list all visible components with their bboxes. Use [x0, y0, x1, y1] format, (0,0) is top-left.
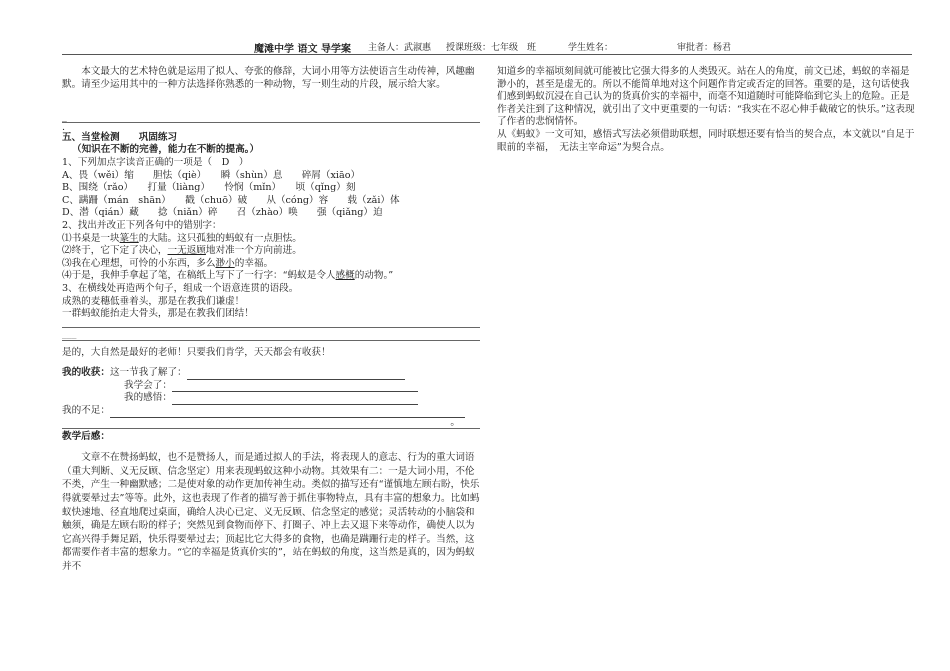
gain-q1: 这一节我了解了：: [109, 367, 187, 379]
section5-subtitle: （知识在不断的完善，能力在不断的提高。）: [72, 144, 260, 156]
header-reviewer: 审批者：杨君: [677, 43, 732, 53]
header-student: 学生姓名：: [568, 43, 614, 53]
gain-line-1: [187, 369, 405, 380]
blank-mark-2: .: [62, 121, 66, 133]
reflection-paragraph: 文章不在赞扬蚂蚁，也不是赞扬人，而是通过拟人的手法，将表现人的意志、行为的重大词语（重大判断、义无反顾、信念坚定）用来表现蚂蚁这种小动物。其效果有二：一是大词小用，不伦不类，产生一种幽默感；二是使对象的动作更加传神生动。类似的描写还有“谨慎地左顾右盼，快乐得就要晕过去”等等。此外，这也表现了作者的描写善于抓住事物特点，具有丰富的想象力。比如蚂蚁快速地、径直地爬过桌面，确给人决心已定、义无反顾、信念坚定的感觉；灵活转动的小脑袋和触须，确是左顾右盼的样子；突然见到食物而停下、打圈子、冲上去又退下来等动作，确使人以为它高兴得手舞足蹈，快乐得要晕过去；顶起比它大得多的食物，也确是蹒跚行走的样子。当然，这都需要作者丰富的想象力。“它的幸福是货真价实的”，站在蚂蚁的角度，这当然是真的，因为蚂蚁并不: [62, 452, 480, 572]
left-column: [62, 66, 480, 574]
gain-label: 我的收获: [62, 367, 101, 379]
question-1: 1、下列加点字读音正确的一项是（ D ）: [62, 156, 249, 168]
motto: 是的，大自然是最好的老师！只要我们肯学，天天都会有收获！: [62, 346, 331, 358]
gain-line-2: [172, 381, 418, 392]
end-mark: 。: [450, 416, 460, 428]
blank-mark-1: _: [62, 111, 67, 123]
question-1-option-a: A、畏（wěi）缩 胆怯（qiè） 瞬（shùn）息 碎屑（xiāo）: [62, 169, 361, 181]
gain-q2: 我学会了：: [124, 379, 172, 391]
shortfall-line: [110, 407, 465, 418]
header-title: 魔滩中学 语文 导学案: [254, 44, 351, 55]
header-preparer: 主备人：武淑惠: [368, 43, 432, 53]
right-paragraph-1: 知道乡的幸福顷刻间就可能被比它强大得多的人类毁灭。站在人的角度，前文已述，蚂蚁的幸福是渺小的，甚至是虚无的。所以不能简单地对这个问题作肯定或否定的回答。重要的是，这句话使我们感到蚂蚁沉浸在自己认为的货真价实的幸福中，而毫不知道随时可能降临到它头上的危险。正是作者关注到了这种情况，就引出了文中更重要的一句话：“我实在不忍心伸手截破它的快乐。”这表现了作者的悲悯情怀。: [497, 66, 915, 128]
reflection-title: 教学后感：: [62, 430, 110, 442]
shortfall-row: [62, 405, 480, 418]
question-3: 3、在横线处再造两个句子，组成一个语意连贯的语段。: [62, 282, 299, 294]
section5-title: 五、当堂检测 巩固练习: [62, 131, 178, 143]
gain-row-1: 我的收获：这一节我了解了：: [62, 367, 480, 380]
question-1-option-d: D、潜（qián）藏 捻（niǎn）碎 召（zhào）唤 强（qiǎng）迫: [62, 207, 383, 219]
gain-row-2: [62, 380, 480, 393]
question-1-option-b: B、围绕（rǎo） 打量（liàng） 怜悯（mǐn） 顷（qǐng）刻: [62, 182, 356, 194]
question-2-item-4: ⑷于是，我伸手拿起了笔，在稿纸上写下了一行字：“蚂蚁是令人感概的动物。”: [62, 270, 394, 282]
page-header: [62, 40, 912, 55]
question-3-sentence-2: 一群蚂蚁能抬走大骨头，那是在教我们团结！: [62, 308, 254, 320]
gain-line-3: [172, 394, 418, 405]
question-1-option-c: C、蹒跚（mán shān） 戳（chuō）破 从（cóng）容 载（zǎi）体: [62, 194, 400, 206]
header-class: 授课班级：七年级 班: [446, 43, 537, 53]
intro-paragraph: 本文最大的艺术特色就是运用了拟人、夸张的修辞，大词小用等方法使语言生动传神，风趣幽默。请至少运用其中的一种方法选择你熟悉的一种动物，写一则生动的片段，展示给大家。: [62, 66, 475, 90]
right-paragraph-2: 从《蚂蚁》一文可知，感悟式写法必须借助联想，同时联想还要有恰当的契合点，本文就以“自足于眼前的幸福， 无法主宰命运”为契合点。: [497, 128, 915, 153]
question-2-item-2: ⑵终于，它下定了决心，一无返顾地对准一个方向前进。: [62, 245, 302, 257]
gain-q3: 我的感悟：: [124, 392, 172, 404]
section-divider: [62, 428, 480, 429]
right-column: [497, 66, 915, 154]
question-2: 2、找出并改正下列各句中的错别字：: [62, 219, 222, 231]
dash-mark: ___: [62, 327, 77, 339]
question-3-sentence-1: 成熟的麦穗低垂着头，那是在教我们谦虚！: [62, 295, 245, 307]
question-2-item-3: ⑶我在心理想，可怜的小东西，多么渺小的幸福。: [62, 257, 274, 269]
shortfall-label: 我的不足：: [62, 405, 110, 417]
question-2-item-1: ⑴书桌是一块篆生的大陆。这只孤独的蚂蚁有一点胆怯。: [62, 232, 302, 244]
gain-row-3: [62, 392, 480, 405]
